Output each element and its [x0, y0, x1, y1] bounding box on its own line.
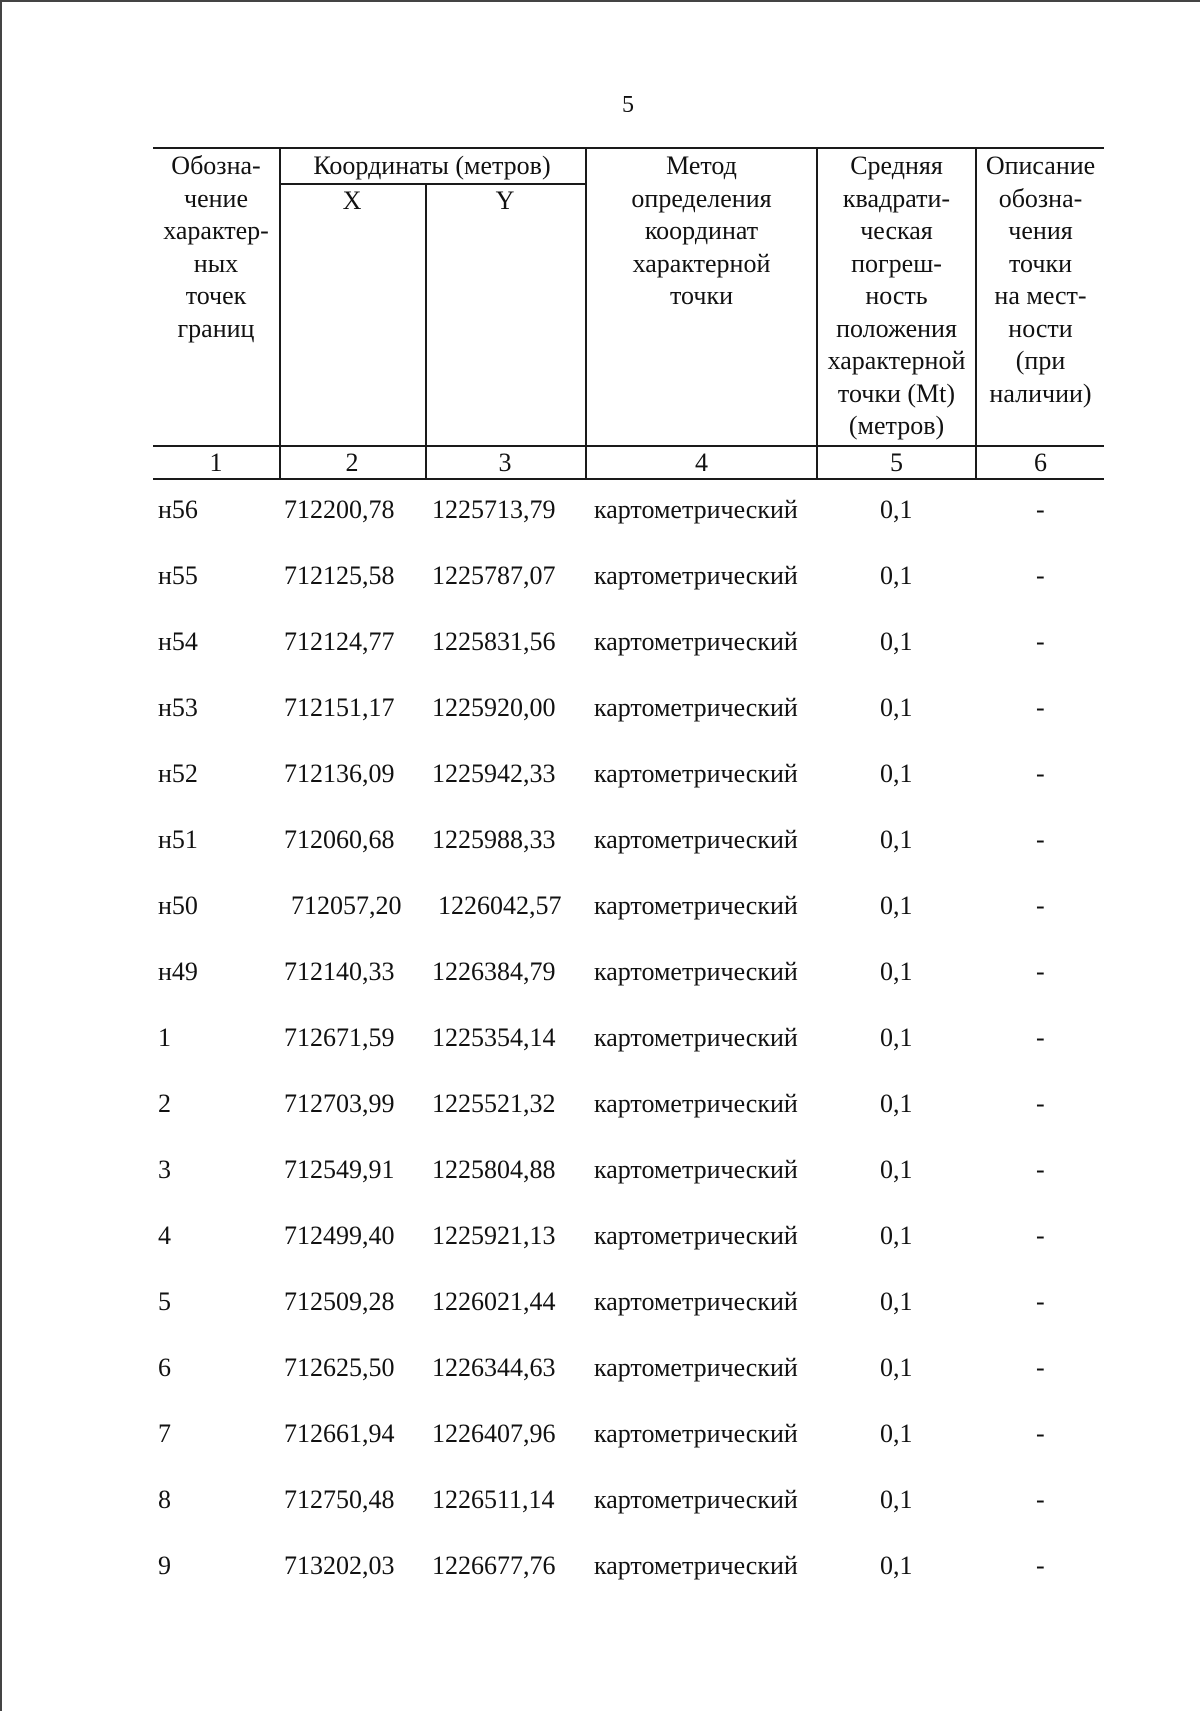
- cell-x: 712549,91: [284, 1155, 395, 1184]
- table-row: [0, 1220, 1200, 1260]
- cell-error: 0,1: [880, 891, 913, 920]
- cell-point: 6: [158, 1353, 171, 1382]
- cell-error: 0,1: [880, 627, 913, 656]
- cell-description: -: [1036, 1485, 1045, 1514]
- cell-point: н56: [158, 495, 198, 524]
- header-coordinates: Координаты (метров): [313, 151, 551, 180]
- cell-description: -: [1036, 1023, 1045, 1052]
- cell-error: 0,1: [880, 1353, 913, 1382]
- cell-description: -: [1036, 1551, 1045, 1580]
- cell-description: -: [1036, 1287, 1045, 1316]
- cell-x: 712136,09: [284, 759, 395, 788]
- cell-x: 712671,59: [284, 1023, 395, 1052]
- cell-description: -: [1036, 1353, 1045, 1382]
- cell-point: н51: [158, 825, 198, 854]
- cell-method: картометрический: [594, 561, 798, 590]
- cell-point: 4: [158, 1221, 171, 1250]
- header-y: Y: [495, 186, 515, 215]
- table-row: [0, 758, 1200, 798]
- cell-x: 712661,94: [284, 1419, 395, 1448]
- table-top-border: [153, 147, 1104, 149]
- cell-point: 2: [158, 1089, 171, 1118]
- header-x: X: [342, 186, 362, 215]
- cell-error: 0,1: [880, 1551, 913, 1580]
- cell-x: 712703,99: [284, 1089, 395, 1118]
- cell-method: картометрический: [594, 1485, 798, 1514]
- table-row: [0, 890, 1200, 930]
- cell-x: 712140,33: [284, 957, 395, 986]
- header-method: Метод определения координат характерной точки: [631, 151, 772, 310]
- cell-point: 3: [158, 1155, 171, 1184]
- cell-description: -: [1036, 1221, 1045, 1250]
- table-row: [0, 1418, 1200, 1458]
- cell-description: -: [1036, 561, 1045, 590]
- column-number: 1: [209, 448, 223, 477]
- cell-y: 1226407,96: [432, 1419, 556, 1448]
- cell-y: 1225787,07: [432, 561, 556, 590]
- cell-y: 1225942,33: [432, 759, 556, 788]
- cell-error: 0,1: [880, 561, 913, 590]
- cell-method: картометрический: [594, 759, 798, 788]
- cell-y: 1226344,63: [432, 1353, 556, 1382]
- column-number: 3: [498, 448, 512, 477]
- cell-y: 1225921,13: [432, 1221, 556, 1250]
- cell-method: картометрический: [594, 627, 798, 656]
- cell-error: 0,1: [880, 759, 913, 788]
- cell-point: 5: [158, 1287, 171, 1316]
- table-row: [0, 1484, 1200, 1524]
- header-point: Обозна- чение характер- ных точек границ: [163, 151, 269, 343]
- table-row: [0, 560, 1200, 600]
- cell-description: -: [1036, 1419, 1045, 1448]
- column-number: 2: [345, 448, 359, 477]
- header-error: Средняя квадрати- ческая погреш- ность положения характерной точки (Mt) (метров): [827, 151, 966, 440]
- column-number: 5: [890, 448, 903, 477]
- cell-y: 1225804,88: [432, 1155, 556, 1184]
- cell-y: 1226677,76: [432, 1551, 556, 1580]
- cell-point: н49: [158, 957, 198, 986]
- cell-x: 712060,68: [284, 825, 395, 854]
- cell-error: 0,1: [880, 1221, 913, 1250]
- cell-x: 712509,28: [284, 1287, 395, 1316]
- cell-y: 1226042,57: [438, 891, 562, 920]
- cell-error: 0,1: [880, 495, 913, 524]
- cell-error: 0,1: [880, 1287, 913, 1316]
- col-divider-2: [425, 183, 427, 480]
- cell-method: картометрический: [594, 1155, 798, 1184]
- cell-description: -: [1036, 1089, 1045, 1118]
- cell-point: 7: [158, 1419, 171, 1448]
- cell-x: 712151,17: [284, 693, 395, 722]
- cell-x: 713202,03: [284, 1551, 395, 1580]
- page-number: 5: [622, 92, 634, 118]
- cell-method: картометрический: [594, 1551, 798, 1580]
- cell-y: 1226511,14: [432, 1485, 555, 1514]
- cell-point: н52: [158, 759, 198, 788]
- table-row: [0, 824, 1200, 864]
- cell-point: н53: [158, 693, 198, 722]
- cell-y: 1225920,00: [432, 693, 556, 722]
- cell-method: картометрический: [594, 1287, 798, 1316]
- cell-method: картометрический: [594, 1353, 798, 1382]
- cell-x: 712625,50: [284, 1353, 395, 1382]
- cell-y: 1225831,56: [432, 627, 556, 656]
- table-row: [0, 1088, 1200, 1128]
- cell-point: 1: [158, 1023, 171, 1052]
- table-row: [0, 494, 1200, 534]
- cell-method: картометрический: [594, 1023, 798, 1052]
- column-number: 4: [695, 448, 708, 477]
- cell-point: 8: [158, 1485, 171, 1514]
- cell-description: -: [1036, 759, 1045, 788]
- table-row: [0, 1352, 1200, 1392]
- cell-x: 712124,77: [284, 627, 395, 656]
- cell-method: картометрический: [594, 1419, 798, 1448]
- cell-x: 712057,20: [291, 891, 402, 920]
- cell-x: 712200,78: [284, 495, 395, 524]
- cell-description: -: [1036, 627, 1045, 656]
- cell-method: картометрический: [594, 693, 798, 722]
- cell-description: -: [1036, 495, 1045, 524]
- table-row: [0, 692, 1200, 732]
- column-number: 6: [1034, 448, 1047, 477]
- cell-y: 1225988,33: [432, 825, 556, 854]
- cell-error: 0,1: [880, 1089, 913, 1118]
- cell-error: 0,1: [880, 693, 913, 722]
- table-row: [0, 956, 1200, 996]
- cell-error: 0,1: [880, 957, 913, 986]
- header-description: Описание обозна- чения точки на мест- ности (при наличии): [985, 151, 1096, 408]
- cell-x: 712499,40: [284, 1221, 395, 1250]
- cell-error: 0,1: [880, 1419, 913, 1448]
- cell-description: -: [1036, 1155, 1045, 1184]
- table-row: [0, 626, 1200, 666]
- cell-x: 712125,58: [284, 561, 395, 590]
- cell-y: 1225521,32: [432, 1089, 556, 1118]
- cell-error: 0,1: [880, 1485, 913, 1514]
- cell-description: -: [1036, 825, 1045, 854]
- cell-error: 0,1: [880, 1023, 913, 1052]
- cell-method: картометрический: [594, 1221, 798, 1250]
- cell-method: картометрический: [594, 1089, 798, 1118]
- cell-description: -: [1036, 891, 1045, 920]
- cell-y: 1226021,44: [432, 1287, 556, 1316]
- cell-y: 1226384,79: [432, 957, 556, 986]
- cell-method: картометрический: [594, 957, 798, 986]
- cell-error: 0,1: [880, 825, 913, 854]
- cell-description: -: [1036, 957, 1045, 986]
- cell-method: картометрический: [594, 891, 798, 920]
- cell-method: картометрический: [594, 825, 798, 854]
- cell-method: картометрический: [594, 495, 798, 524]
- cell-x: 712750,48: [284, 1485, 395, 1514]
- cell-point: н50: [158, 891, 198, 920]
- cell-error: 0,1: [880, 1155, 913, 1184]
- cell-point: н54: [158, 627, 198, 656]
- scan-edge-top: [0, 0, 1200, 2]
- cell-point: н55: [158, 561, 198, 590]
- cell-point: 9: [158, 1551, 171, 1580]
- table-row: [0, 1154, 1200, 1194]
- table-row: [0, 1286, 1200, 1326]
- cell-y: 1225713,79: [432, 495, 556, 524]
- cell-y: 1225354,14: [432, 1023, 556, 1052]
- table-row: [0, 1550, 1200, 1590]
- table-row: [0, 1022, 1200, 1062]
- cell-description: -: [1036, 693, 1045, 722]
